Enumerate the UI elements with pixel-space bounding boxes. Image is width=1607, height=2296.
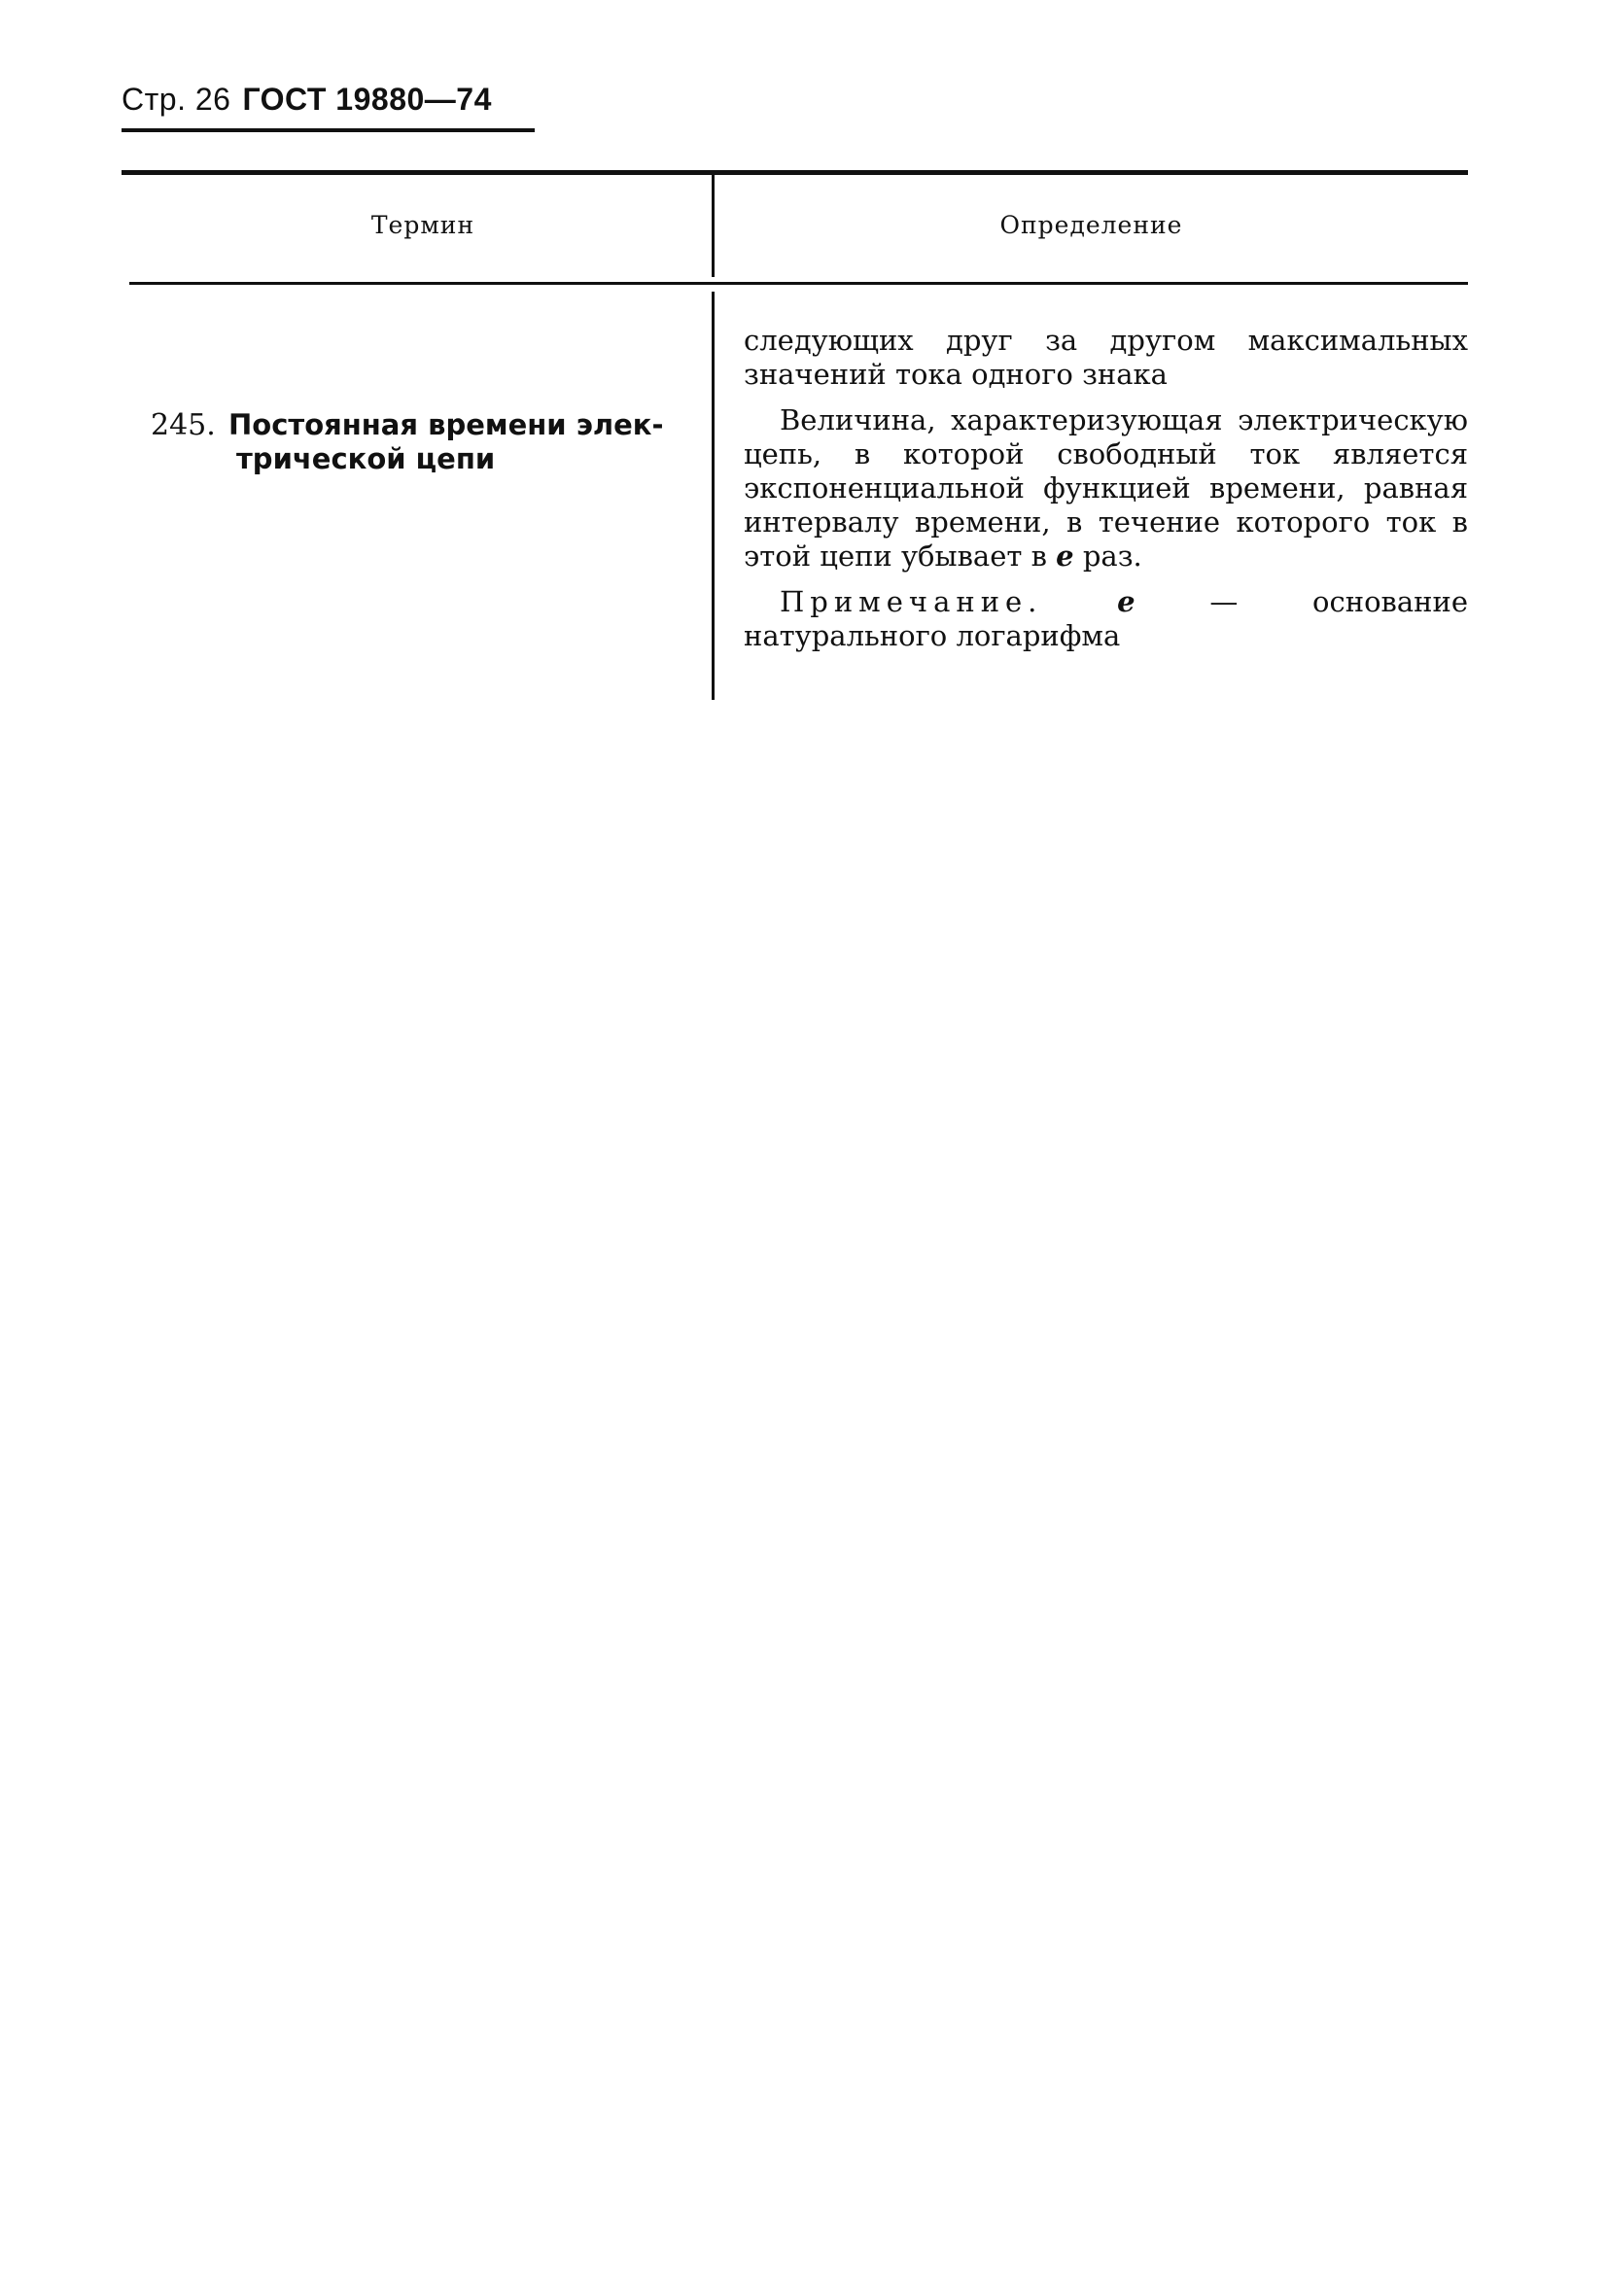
definition-symbol: e <box>1056 539 1074 573</box>
standard-code: ГОСТ 19880—74 <box>242 82 492 117</box>
column-header-definition: Определение <box>999 211 1183 239</box>
note-symbol: e <box>1117 585 1135 618</box>
table-top-rule <box>122 170 1468 175</box>
term-name-line-1: Постоянная времени элек- <box>228 408 664 441</box>
page-number: Стр. 26 <box>122 82 231 117</box>
definition-cell <box>744 324 1468 665</box>
note <box>744 585 1468 653</box>
term-cell <box>151 408 685 476</box>
definition-text <box>744 403 1468 574</box>
term-line-2 <box>151 442 685 476</box>
column-divider-body <box>712 292 715 700</box>
header-rule <box>122 128 535 132</box>
definition-part-1: Величина, характеризующая электрическую цепь, в которой свободный ток является экспоненциальной функцией времени, равная интервалу времени, в течение которого ток в этой цепи убывает в <box>744 403 1468 573</box>
header-bottom-rule <box>129 282 1468 285</box>
term-line-1 <box>151 408 685 442</box>
term-number: 245. <box>151 408 216 442</box>
note-label: Примечание. <box>780 585 1043 618</box>
definition-part-2: раз. <box>1082 539 1142 573</box>
page-header <box>122 78 535 136</box>
column-header-term: Термин <box>370 211 475 239</box>
note-text: — основание натурального логарифма <box>744 585 1468 652</box>
continued-definition: следующих друг за другом максимальных значений тока одного знака <box>744 324 1468 391</box>
term-name-line-2: трической цепи <box>236 442 496 475</box>
